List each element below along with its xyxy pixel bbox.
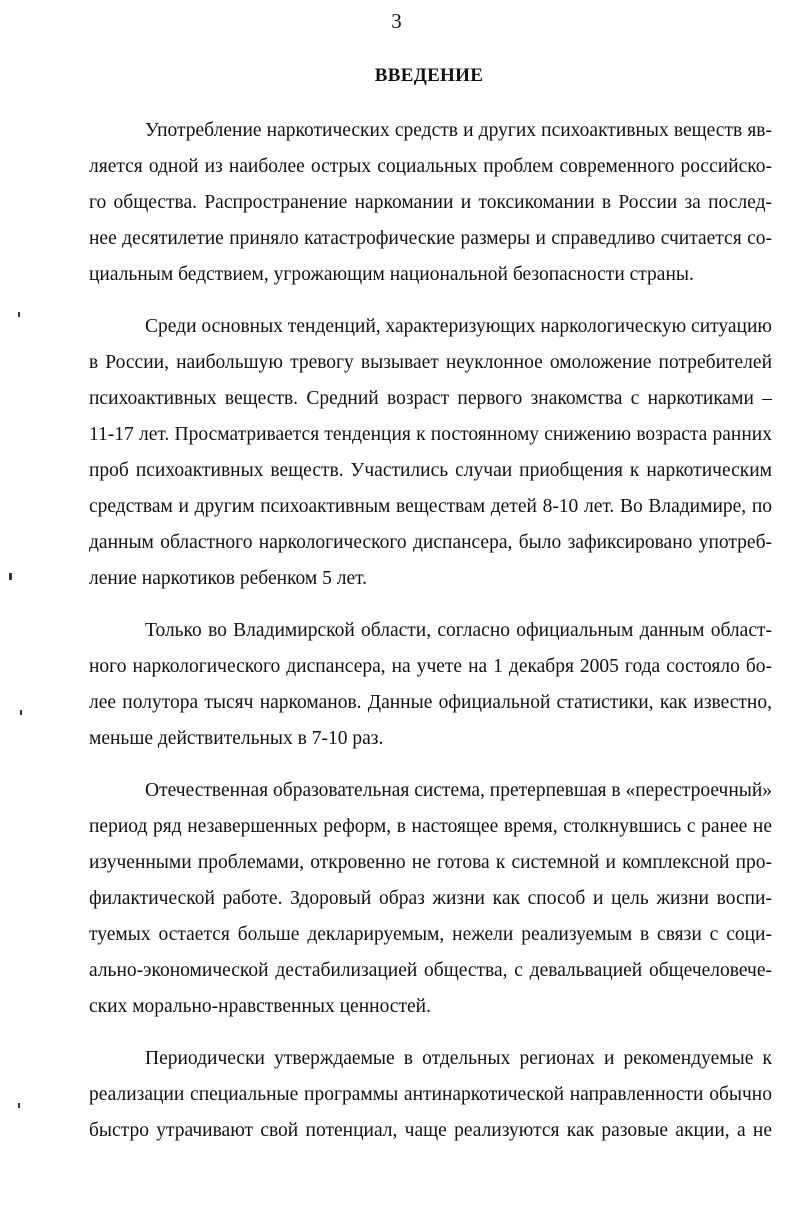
scan-margin-mark: [20, 710, 22, 715]
text-line: лее полутора тысяч наркоманов. Данные официальной статистики, как известно,: [89, 692, 772, 713]
text-line: нее десятилетие приняло катастрофические размеры и справедливо считается со-: [89, 228, 772, 249]
text-line: туемых остается больше декларируемым, нежели реализуемым в связи с соци-: [89, 924, 772, 945]
paragraph: [89, 309, 772, 597]
text-line: ально-экономической дестабилизацией общества, с девальвацией общечеловече-: [89, 960, 772, 981]
text-line: психоактивных веществ. Средний возраст первого знакомства с наркотиками –: [89, 388, 772, 409]
text-line: 11-17 лет. Просматривается тенденция к постоянному снижению возраста ранних: [89, 424, 772, 445]
text-line: реализации специальные программы антинаркотической направленности обычно: [89, 1084, 772, 1105]
text-line: Употребление наркотических средств и других психоактивных веществ яв-: [145, 120, 772, 141]
text-line: го общества. Распространение наркомании и токсикомании в России за послед-: [89, 192, 772, 213]
paragraph: [89, 1041, 772, 1149]
text-line: Среди основных тенденций, характеризующих наркологическую ситуацию: [145, 316, 772, 337]
text-line: Отечественная образовательная система, претерпевшая в «перестроечный»: [145, 780, 772, 801]
text-line: проб психоактивных веществ. Участились случаи приобщения к наркотическим: [89, 460, 772, 481]
text-line: ляется одной из наиболее острых социальных проблем современного российско-: [89, 156, 772, 177]
paragraph: [89, 113, 772, 293]
paragraph: [89, 773, 772, 1025]
scan-margin-mark: [9, 573, 12, 580]
text-line: средствам и другим психоактивным веществам детей 8-10 лет. Во Владимире, по: [89, 496, 772, 517]
text-line: ного наркологического диспансера, на учете на 1 декабря 2005 года состояло бо-: [89, 656, 772, 677]
text-line: меньше действительных в 7-10 раз.: [89, 728, 384, 749]
text-line: Только во Владимирской области, согласно официальным данным област-: [145, 620, 772, 641]
text-line: быстро утрачивают свой потенциал, чаще реализуются как разовые акции, а не: [89, 1120, 772, 1141]
text-line: Периодически утверждаемые в отдельных регионах и рекомендуемые к: [145, 1048, 772, 1069]
text-line: изученными проблемами, откровенно не готова к системной и комплексной про-: [89, 852, 772, 873]
text-line: в России, наибольшую тревогу вызывает неуклонное омоложение потребителей: [89, 352, 772, 373]
text-line: ских морально-нравственных ценностей.: [89, 996, 431, 1017]
text-line: данным областного наркологического диспансера, было зафиксировано употреб-: [89, 532, 772, 553]
section-heading: ВВЕДЕНИЕ: [374, 65, 484, 86]
scan-margin-mark: [18, 1103, 20, 1108]
paragraph: [89, 613, 772, 757]
scan-margin-mark: [18, 312, 20, 317]
body-text: [89, 113, 772, 1149]
text-line: филактической работе. Здоровый образ жизни как способ и цель жизни воспи-: [89, 888, 772, 909]
text-line: период ряд незавершенных реформ, в настоящее время, столкнувшись с ранее не: [89, 816, 772, 837]
text-line: циальным бедствием, угрожающим национальной безопасности страны.: [89, 264, 694, 285]
page-number: 3: [391, 9, 402, 33]
text-line: ление наркотиков ребенком 5 лет.: [89, 568, 368, 589]
